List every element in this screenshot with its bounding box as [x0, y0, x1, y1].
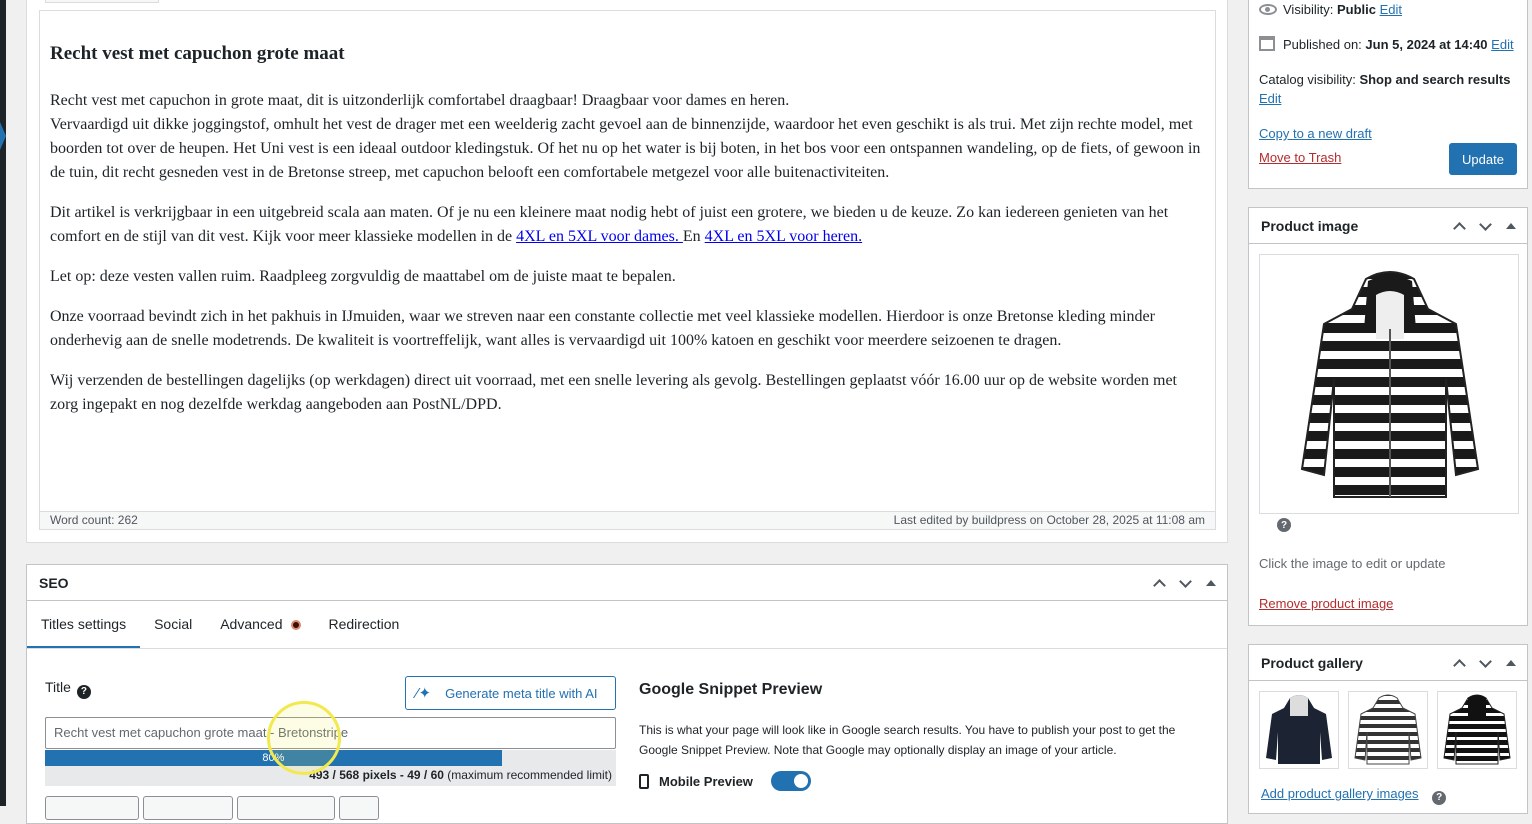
move-to-trash-link[interactable]: Move to Trash	[1259, 150, 1342, 165]
eye-icon	[1259, 4, 1277, 15]
visibility-row	[1259, 2, 1402, 17]
mobile-preview-toggle[interactable]	[771, 771, 811, 791]
copy-draft-row	[1259, 126, 1372, 141]
tab-advanced[interactable]	[206, 601, 314, 648]
mobile-preview-row	[639, 771, 811, 791]
product-gallery-title: Product gallery	[1261, 654, 1363, 671]
product-image[interactable]	[1259, 254, 1519, 514]
content-paragraph-5: Wij verzenden de bestellingen dagelijks (op werkdagen) direct uit voorraad, met een snelle levering als gevolg. Bestellingen geplaatst vóór 16.00 uur op de website worden met zorg ingepakt en nog dezelfde werkdag aangeboden aan PostNL/DPD.	[50, 372, 1177, 413]
gallery-thumbnail[interactable]	[1259, 691, 1339, 769]
title-variable-button[interactable]	[339, 796, 379, 820]
title-variable-button[interactable]	[237, 796, 335, 820]
editor-content[interactable]	[50, 41, 1205, 433]
cursor-highlight	[267, 701, 341, 775]
gallery-thumbnail[interactable]	[1348, 691, 1428, 769]
title-label	[45, 679, 91, 699]
generate-meta-title-button[interactable]	[405, 676, 616, 710]
published-row	[1259, 36, 1514, 52]
seo-tabs	[27, 601, 1227, 649]
visibility-value: Public	[1336, 2, 1376, 17]
published-value: Jun 5, 2024 at 14:40	[1365, 37, 1488, 52]
gallery-thumbnail[interactable]	[1437, 691, 1517, 769]
snippet-preview-title: Google Snippet Preview	[639, 681, 823, 698]
product-image-hint: Click the image to edit or update	[1259, 556, 1446, 571]
link-4xl-heren[interactable]: 4XL en 5XL voor heren.	[704, 228, 863, 245]
meta-title-input[interactable]: Recht vest met capuchon grote maat - Bretonstripe	[45, 717, 616, 749]
chevron-down-icon[interactable]	[1177, 575, 1193, 591]
editor-status-bar	[40, 511, 1215, 529]
chevron-down-icon[interactable]	[1477, 655, 1493, 671]
add-gallery-row	[1261, 786, 1446, 805]
edit-date-link[interactable]: Edit	[1491, 37, 1514, 52]
content-paragraph-4: Onze voorraad bevindt zich in het pakhuis in IJmuiden, waar we streven naar een constante collectie met veel klassieke modellen. Hierdoor is onze Bretonse kleding minder onderhevig aan de snelle modetrends. De kwaliteit is voortreffelijk, want alles is vervaardigd uit 100% katoen en geschikt voor meerdere seizoenen te dragen.	[50, 308, 1155, 349]
content-editor	[26, 0, 1228, 543]
seo-header	[27, 565, 1227, 601]
phone-icon	[639, 774, 649, 789]
seo-title: SEO	[39, 574, 69, 591]
calendar-icon	[1259, 36, 1275, 51]
chevron-up-icon[interactable]	[1451, 655, 1467, 671]
trash-row	[1259, 150, 1341, 165]
title-variable-button[interactable]	[143, 796, 233, 820]
editor-frame[interactable]	[39, 10, 1216, 530]
mobile-preview-label: Mobile Preview	[659, 773, 753, 789]
tab-titles-settings[interactable]: Titles settings	[27, 601, 140, 648]
product-image-header	[1249, 208, 1527, 244]
paragraph-text: Vervaardigd uit dikke joggingstof, omhult het vest de drager met een weelderig zacht gevoel aan de binnenzijde, waardoor het even geschikt is als trui. Met zijn rechte model, met boorden tot over de heupen. Het Uni vest is een ideaal outdoor kledingstuk. Of het nu op het water is bij boten, in het bos voor een ontspannen wandeling, op de fiets, of gewoon in de tuin, dit recht gesneden vest in de Bretonse streep, met capuchon belooft een comfortabele metgezel voor alle buitenactiviteiten.	[50, 116, 1201, 181]
edit-visibility-link[interactable]: Edit	[1379, 2, 1402, 17]
product-gallery-box	[1248, 644, 1528, 814]
triangle-up-icon[interactable]	[1503, 218, 1519, 234]
publish-box	[1248, 0, 1528, 189]
chevron-down-icon[interactable]	[1477, 218, 1493, 234]
help-icon[interactable]: ?	[1277, 518, 1291, 532]
link-4xl-dames[interactable]: 4XL en 5XL voor dames.	[516, 228, 683, 245]
content-heading: Recht vest met capuchon grote maat	[50, 43, 345, 64]
collapse-arrow-icon[interactable]	[0, 122, 6, 150]
visibility-label: Visibility:	[1283, 2, 1337, 17]
editor-tab[interactable]	[45, 0, 159, 3]
edit-catalog-link[interactable]: Edit	[1259, 91, 1282, 106]
triangle-up-icon[interactable]	[1503, 655, 1519, 671]
add-gallery-images-link[interactable]: Add product gallery images	[1261, 786, 1419, 801]
word-count: Word count: 262	[50, 513, 138, 527]
generate-label: Generate meta title with AI	[445, 685, 598, 701]
content-paragraph-1	[50, 89, 1205, 185]
last-edited: Last edited by buildpress on October 28, 2025 at 11:08 am	[893, 513, 1205, 527]
help-icon[interactable]: ?	[1432, 791, 1446, 805]
title-progress-bar: 80%	[45, 750, 502, 766]
catalog-label: Catalog visibility:	[1259, 72, 1360, 87]
paragraph-text: Recht vest met capuchon in grote maat, dit is uitzonderlijk comfortabel draagbaar! Draagbaar voor dames en heren.	[50, 92, 790, 109]
snippet-preview-description: This is what your page will look like in Google search results. You have to publish your post to get the Google Snippet Preview. Note that Google may optionally display an image of your article.	[639, 723, 1176, 757]
pixel-count-note: (maximum recommended limit)	[447, 768, 612, 782]
content-paragraph-3: Let op: deze vesten vallen ruim. Raadpleeg zorgvuldig de maattabel om de juiste maat te bepalen.	[50, 268, 676, 285]
copy-to-draft-link[interactable]: Copy to a new draft	[1259, 126, 1372, 141]
product-image-title: Product image	[1261, 217, 1359, 234]
pixel-count-value: 493 / 568 pixels - 49 / 60	[309, 768, 444, 782]
catalog-visibility-row	[1259, 70, 1519, 108]
paragraph-text: En	[682, 228, 705, 245]
title-variable-button[interactable]	[45, 796, 139, 820]
product-image-box	[1248, 207, 1528, 626]
tab-social[interactable]: Social	[154, 616, 193, 632]
catalog-value: Shop and search results	[1359, 72, 1511, 87]
triangle-up-icon[interactable]	[1203, 575, 1219, 591]
wand-icon: ⁄✦	[416, 685, 432, 702]
remove-product-image-link[interactable]: Remove product image	[1259, 596, 1394, 611]
update-button[interactable]: Update	[1449, 143, 1517, 175]
content-paragraph-2	[50, 201, 1205, 249]
striped-jacket-image	[1296, 269, 1484, 505]
pixel-count	[309, 768, 612, 782]
tab-redirection[interactable]: Redirection	[328, 616, 400, 632]
warning-dot-icon	[291, 620, 301, 630]
help-icon[interactable]: ?	[77, 685, 91, 699]
published-label: Published on:	[1283, 37, 1366, 52]
product-gallery-header	[1249, 645, 1527, 681]
seo-metabox	[26, 564, 1228, 824]
chevron-up-icon[interactable]	[1151, 575, 1167, 591]
chevron-up-icon[interactable]	[1451, 218, 1467, 234]
tab-advanced-label: Advanced	[220, 616, 283, 632]
paragraph-text: Dit artikel is verkrijgbaar in een uitgebreid scala aan maten. Of je nu een kleinere maat nodig hebt of juist een grotere, we bieden u de keuze. Zo kan iedereen genieten van het comfort en de stijl van dit vest. Kijk voor meer klassieke modellen in de	[50, 204, 1169, 245]
admin-menu-edge	[0, 0, 6, 806]
title-label-text: Title	[45, 679, 71, 695]
